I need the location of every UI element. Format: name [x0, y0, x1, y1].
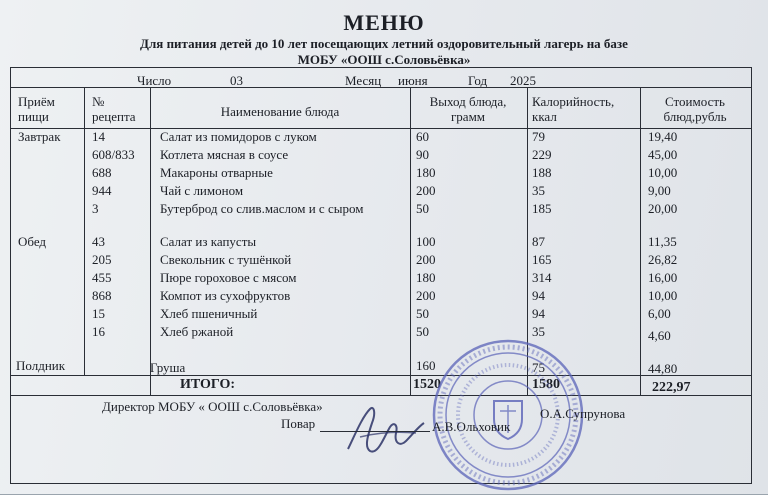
- dish-name: Груша: [150, 360, 186, 375]
- dish-calories: 229: [532, 147, 552, 162]
- dish-cost: 44,80: [648, 361, 678, 376]
- rule-col-5: [640, 87, 641, 395]
- rule-col-1: [84, 87, 85, 375]
- recipe-number: 944: [92, 183, 112, 198]
- col-header-meal: Приём пищи: [18, 94, 55, 124]
- dish-weight: 50: [416, 324, 429, 339]
- dish-name: Чай с лимоном: [160, 183, 244, 198]
- cook-label: Повар: [281, 416, 316, 431]
- director-label: Директор МОБУ « ООШ с.Соловьёвка»: [102, 399, 323, 414]
- col-header-cost: Стоимость блюд,рубль: [663, 94, 727, 124]
- day-value: 03: [230, 73, 243, 88]
- rule-col-2: [150, 87, 151, 395]
- dish-cost: 4,60: [648, 328, 671, 343]
- dish-name: Салат из помидоров с луком: [160, 129, 317, 144]
- dish-calories: 87: [532, 234, 545, 249]
- dish-cost: 11,35: [648, 234, 677, 249]
- dish-cost: 9,00: [648, 183, 671, 198]
- dish-weight: 60: [416, 129, 429, 144]
- cook-signature: [340, 397, 430, 467]
- dish-calories: 35: [532, 183, 545, 198]
- director-name: О.А.Супрунова: [540, 406, 626, 421]
- recipe-number: 868: [92, 288, 112, 303]
- dish-weight: 200: [416, 252, 436, 267]
- month-label: Месяц: [345, 73, 382, 88]
- recipe-number: 608/833: [92, 147, 135, 162]
- dish-name: Салат из капусты: [160, 234, 257, 249]
- recipe-number: 688: [92, 165, 112, 180]
- dish-weight: 50: [416, 306, 429, 321]
- dish-weight: 50: [416, 201, 429, 216]
- dish-weight: 160: [416, 358, 436, 373]
- dish-cost: 26,82: [648, 252, 678, 267]
- dish-calories: 188: [532, 165, 552, 180]
- day-underline: [170, 73, 285, 88]
- dish-weight: 180: [416, 270, 436, 285]
- total-cost: 222,97: [652, 380, 691, 395]
- cook-signature-line: [320, 431, 430, 432]
- col-header-recipe: № рецепта: [92, 94, 136, 124]
- cook-name: А.В.Ольховик: [432, 419, 511, 434]
- recipe-number: 16: [92, 324, 105, 339]
- dish-weight: 100: [416, 234, 436, 249]
- subtitle-line-1: Для питания детей до 10 лет посещающих летний оздоровительный лагерь на базе: [140, 36, 628, 51]
- dish-cost: 10,00: [648, 288, 678, 303]
- recipe-number: 205: [92, 252, 112, 267]
- dish-cost: 16,00: [648, 270, 678, 285]
- dish-name: Котлета мясная в соусе: [160, 147, 289, 162]
- dish-weight: 180: [416, 165, 436, 180]
- dish-name: Компот из сухофруктов: [160, 288, 291, 303]
- dish-calories: 94: [532, 288, 545, 303]
- col-header-dish: Наименование блюда: [220, 104, 340, 119]
- dish-weight: 90: [416, 147, 429, 162]
- dish-name: Свекольник с тушёнкой: [160, 252, 292, 267]
- dish-cost: 20,00: [648, 201, 678, 216]
- meal-label: Завтрак: [18, 129, 61, 144]
- total-calories: 1580: [532, 377, 560, 392]
- meal-label: Обед: [18, 234, 47, 249]
- dish-weight: 200: [416, 183, 436, 198]
- total-label: ИТОГО:: [180, 377, 236, 392]
- dish-calories: 185: [532, 201, 552, 216]
- rule-total-bottom: [10, 395, 751, 396]
- year-value: 2025: [510, 73, 536, 88]
- recipe-number: 3: [92, 201, 99, 216]
- dish-name: Пюре гороховое с мясом: [160, 270, 297, 285]
- dish-calories: 165: [532, 252, 552, 267]
- dish-calories: 314: [532, 270, 552, 285]
- col-header-calories: Калорийность, ккал: [532, 94, 615, 124]
- meal-label: Полдник: [16, 358, 66, 373]
- dish-cost: 19,40: [648, 129, 678, 144]
- recipe-number: 455: [92, 270, 112, 285]
- dish-name: Хлеб ржаной: [160, 324, 234, 339]
- subtitle-line-2: МОБУ «ООШ с.Соловьёвка»: [297, 52, 471, 67]
- year-label: Год: [468, 73, 488, 88]
- dish-cost: 6,00: [648, 306, 671, 321]
- dish-cost: 45,00: [648, 147, 678, 162]
- dish-calories: 79: [532, 129, 545, 144]
- recipe-number: 43: [92, 234, 105, 249]
- total-weight: 1520: [413, 377, 441, 392]
- page-title: МЕНЮ: [343, 10, 425, 35]
- recipe-number: 15: [92, 306, 105, 321]
- dish-weight: 200: [416, 288, 436, 303]
- day-label: Число: [137, 73, 172, 88]
- dish-cost: 10,00: [648, 165, 678, 180]
- month-value: июня: [398, 73, 428, 88]
- rule-col-3: [410, 87, 411, 395]
- dish-name: Макароны отварные: [160, 165, 273, 180]
- dish-calories: 94: [532, 306, 545, 321]
- recipe-number: 14: [92, 129, 105, 144]
- col-header-weight: Выход блюда, грамм: [429, 94, 507, 124]
- dish-calories: 75: [532, 360, 545, 375]
- dish-name: Хлеб пшеничный: [160, 306, 258, 321]
- dish-name: Бутерброд со слив.маслом и с сыром: [160, 201, 364, 216]
- dish-calories: 35: [532, 324, 545, 339]
